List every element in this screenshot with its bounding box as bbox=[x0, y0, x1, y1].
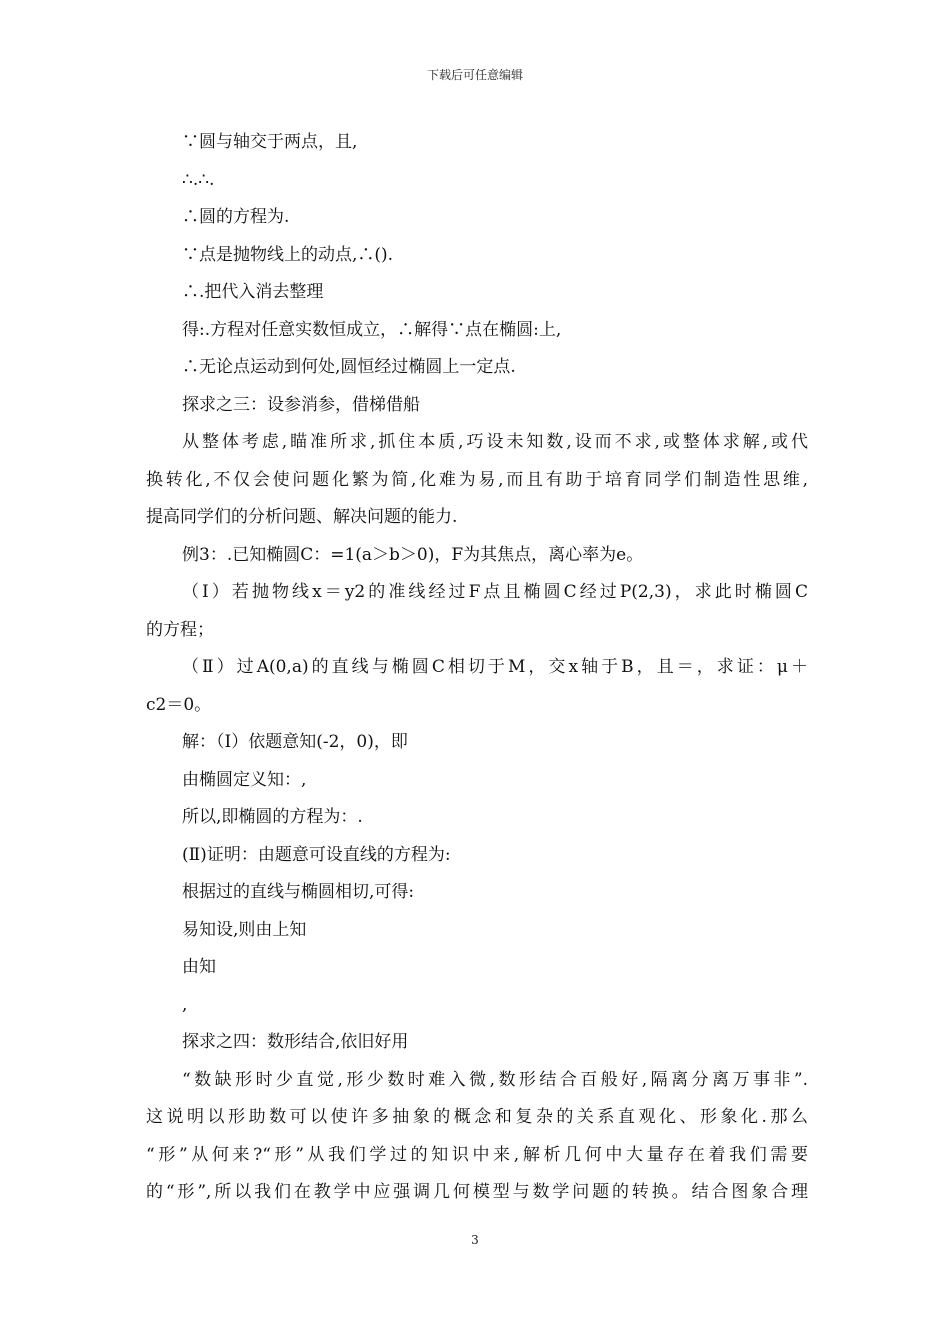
text-line: ∴.∴. bbox=[182, 169, 215, 190]
text-line: 易知设,则由上知 bbox=[182, 919, 307, 940]
section-heading: 探求之三：设参消参，借梯借船 bbox=[182, 394, 420, 415]
document-body bbox=[146, 124, 808, 1212]
example-title: 例3：.已知椭圆C：=1(a＞b＞0)，F为其焦点，离心率为e。 bbox=[182, 544, 644, 565]
text-line: c2＝0。 bbox=[146, 694, 212, 715]
text-line: 所以,即椭圆的方程为：. bbox=[182, 807, 363, 827]
text-line: 这说明以形助数可以使许多抽象的概念和复杂的关系直观化、形象化.那么 bbox=[146, 1107, 808, 1127]
text-line: 得:.方程对任意实数恒成立，∴解得∵点在椭圆:上, bbox=[182, 319, 562, 340]
text-line: “数缺形时少直觉,形少数时难入微,数形结合百般好,隔离分离万事非”. bbox=[182, 1069, 808, 1090]
text-line: 由知 bbox=[182, 957, 216, 977]
text-line: 换转化,不仅会使问题化繁为简,化难为易,而且有助于培育同学们制造性思维, bbox=[146, 469, 808, 490]
text-line: (Ⅱ)证明：由题意可设直线的方程为: bbox=[182, 844, 451, 865]
text-line: 的方程； bbox=[146, 619, 214, 640]
page-header: 下载后可任意编辑 bbox=[426, 68, 523, 82]
page-number: 3 bbox=[471, 1233, 479, 1247]
text-line: ∵点是抛物线上的动点,∴(). bbox=[182, 244, 394, 265]
text-line: 由椭圆定义知：, bbox=[182, 769, 307, 790]
text-line: ∴圆的方程为. bbox=[182, 207, 290, 227]
section-heading: 探求之四：数形结合,依旧好用 bbox=[182, 1032, 409, 1052]
text-line: 解：（Ⅰ）依题意知(-2，0)，即 bbox=[182, 732, 408, 752]
text-line: 从整体考虑,瞄准所求,抓住本质,巧设未知数,设而不求,或整体求解,或代 bbox=[182, 432, 808, 452]
text-line: （Ⅰ）若抛物线x＝y2的准线经过F点且椭圆C经过P(2,3)，求此时椭圆C bbox=[182, 582, 808, 602]
text-line: ∵圆与轴交于两点，且, bbox=[182, 132, 358, 152]
text-line: “形”从何来?“形”从我们学过的知识中来,解析几何中大量存在着我们需要 bbox=[146, 1144, 808, 1165]
text-line: 提高同学们的分析问题、解决问题的能力. bbox=[146, 507, 458, 527]
text-line: ∴.把代入消去整理 bbox=[182, 282, 324, 302]
text-line: ∴无论点运动到何处,圆恒经过椭圆上一定点. bbox=[182, 357, 516, 377]
text-line: （Ⅱ）过A(0,a)的直线与椭圆C相切于M，交x轴于B，且＝，求证：μ＋ bbox=[182, 657, 808, 677]
text-line: 的“形”,所以我们在教学中应强调几何模型与数学问题的转换。结合图象合理 bbox=[146, 1182, 808, 1202]
text-line: , bbox=[182, 994, 188, 1015]
text-line: 根据过的直线与椭圆相切,可得: bbox=[182, 882, 415, 902]
